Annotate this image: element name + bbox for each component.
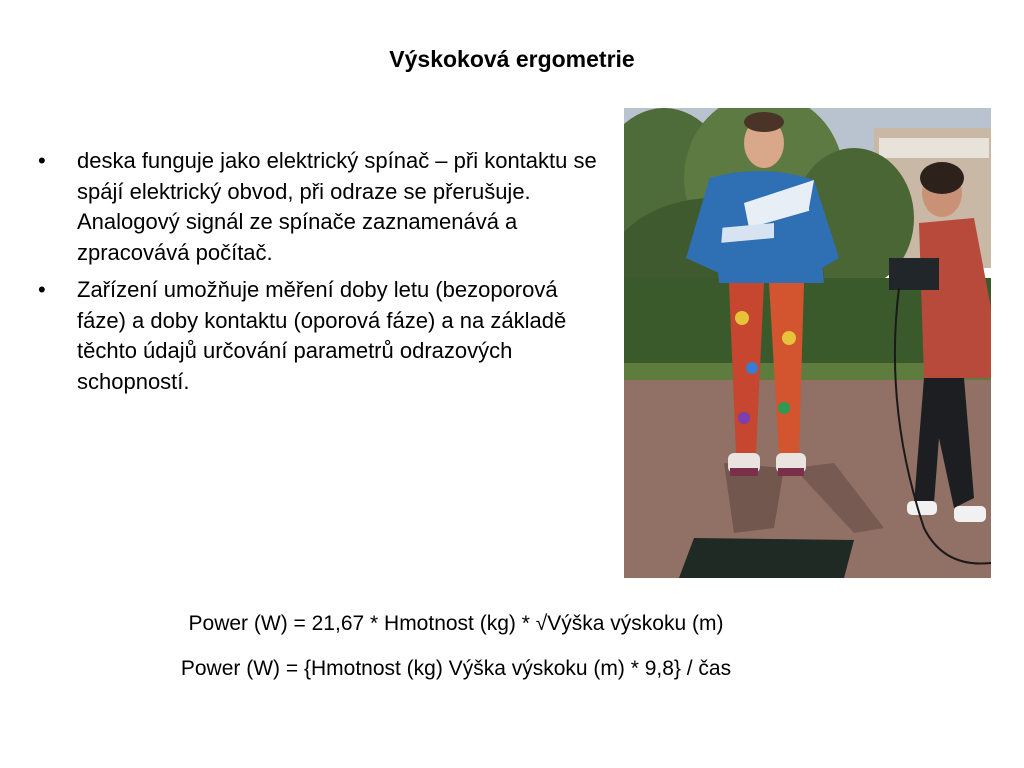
jumping-athlete-photo [624,108,991,578]
bullet-text: deska funguje jako elektrický spínač – při kontaktu se spájí elektrický obvod, při odraze se přerušuje. Analogový signál ze spínače zaznamenává a zpracovává počítač. [77,148,597,265]
bullet-marker: • [38,277,46,302]
power-formula-2: Power (W) = {Hmotnost (kg) Výška výskoku (m) * 9,8} / čas [180,657,732,680]
power-formula-1: Power (W) = 21,67 * Hmotnost (kg) * √Výška výskoku (m) [188,612,724,635]
slide-title: Výskoková ergometrie [389,46,635,72]
bullet-item [38,146,604,268]
bullet-text: Zařízení umožňuje měření doby letu (bezoporová fáze) a doby kontaktu (oporová fáze) a na základě těchto údajů určování parametrů odrazových schopností. [77,277,567,394]
bullet-list [38,146,604,404]
bullet-item [38,275,604,397]
bullet-marker: • [38,148,46,173]
